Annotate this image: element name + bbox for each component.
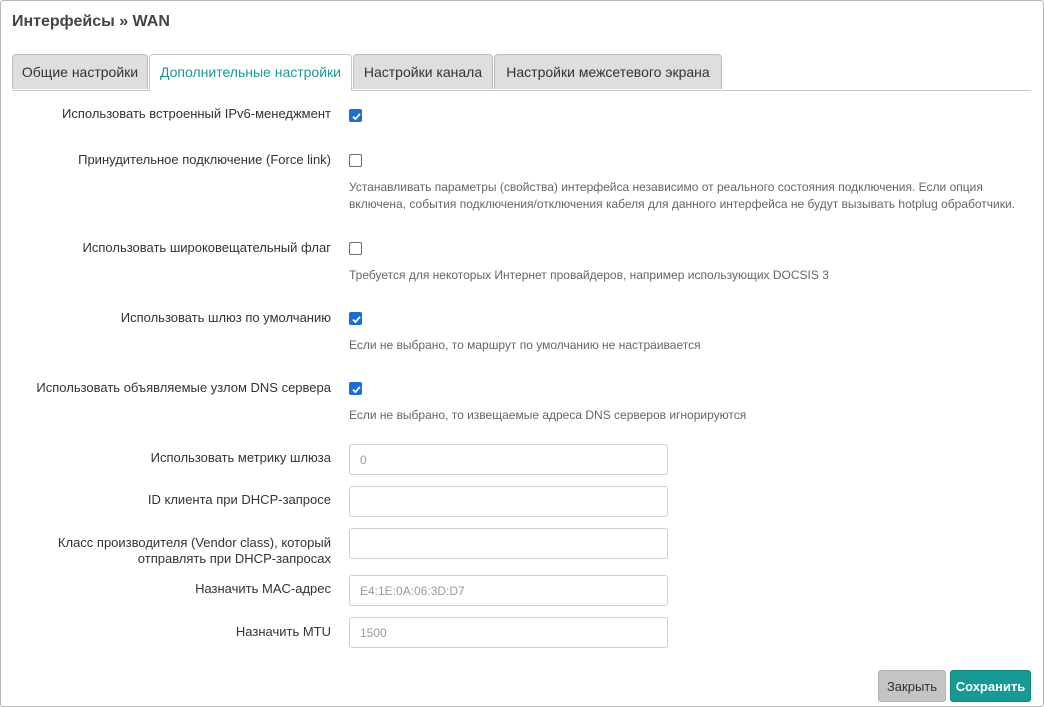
metric-label: Использовать метрику шлюза	[150, 450, 331, 465]
check-icon	[351, 111, 362, 122]
check-icon	[351, 384, 362, 395]
force-link-checkbox[interactable]	[349, 154, 362, 167]
peer-dns-checkbox[interactable]	[349, 382, 362, 395]
broadcast-label: Использовать широковещательный флаг	[82, 240, 331, 255]
force-link-desc-line1: Устанавливать параметры (свойства) интерфейса независимо от реального состояния подключения. Если опция	[349, 180, 983, 194]
mac-label: Назначить MAC-адрес	[195, 581, 331, 596]
vendor-class-label	[11, 535, 331, 567]
vendor-class-label-line2: отправлять при DHCP-запросах	[137, 551, 331, 566]
vendor-class-label-line1: Класс производителя (Vendor class), который	[57, 535, 331, 550]
check-icon	[351, 314, 362, 325]
mtu-label: Назначить MTU	[235, 624, 331, 639]
save-button[interactable]: Сохранить	[950, 670, 1031, 702]
ipv6-label: Использовать встроенный IPv6-менеджмент	[62, 106, 331, 121]
mac-input[interactable]	[349, 575, 668, 606]
default-gateway-checkbox[interactable]	[349, 312, 362, 325]
force-link-description	[349, 179, 1029, 213]
force-link-desc-line2: включена, события подключения/отключения кабеля для данного интерфейса не будут вызывать hotplug обработчики.	[349, 197, 1016, 211]
client-id-label: ID клиента при DHCP-запросе	[147, 492, 331, 507]
metric-input[interactable]	[349, 444, 668, 475]
broadcast-checkbox[interactable]	[349, 242, 362, 255]
default-gateway-label: Использовать шлюз по умолчанию	[120, 310, 331, 325]
dialog-title: Интерфейсы » WAN	[12, 13, 170, 30]
peer-dns-description: Если не выбрано, то извещаемые адреса DNS серверов игнорируются	[349, 408, 747, 422]
broadcast-description: Требуется для некоторых Интернет провайдеров, например использующих DOCSIS 3	[349, 268, 829, 282]
client-id-input[interactable]	[349, 486, 668, 517]
tab-advanced[interactable]: Дополнительные настройки	[149, 54, 352, 91]
peer-dns-label: Использовать объявляемые узлом DNS сервера	[36, 380, 331, 395]
close-button[interactable]: Закрыть	[878, 670, 946, 702]
default-gateway-description: Если не выбрано, то маршрут по умолчанию не настраивается	[349, 338, 701, 352]
tab-physical[interactable]: Настройки канала	[353, 54, 493, 89]
vendor-class-input[interactable]	[349, 528, 668, 559]
tab-bar	[12, 54, 1031, 91]
ipv6-checkbox[interactable]	[349, 109, 362, 122]
tab-general[interactable]: Общие настройки	[12, 54, 148, 89]
force-link-label: Принудительное подключение (Force link)	[78, 152, 331, 167]
tab-firewall[interactable]: Настройки межсетевого экрана	[494, 54, 722, 89]
mtu-input[interactable]	[349, 617, 668, 648]
